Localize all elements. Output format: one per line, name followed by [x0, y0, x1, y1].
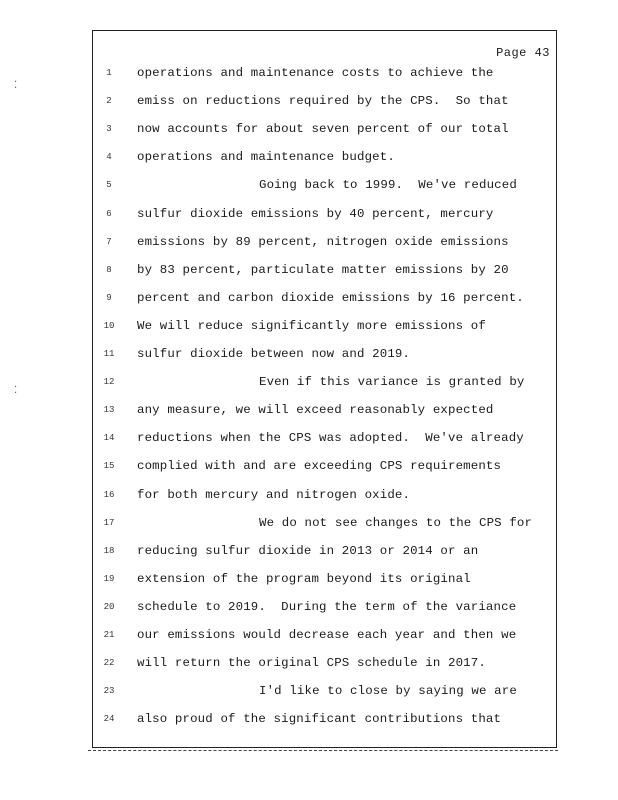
- line-number: 10: [103, 320, 115, 331]
- transcript-line: [93, 373, 558, 393]
- transcript-line: [93, 64, 558, 84]
- line-text: emiss on reductions required by the CPS. So that: [137, 94, 509, 109]
- transcript-line: [93, 92, 558, 112]
- line-number: 21: [103, 630, 115, 640]
- line-number: 8: [106, 264, 112, 275]
- line-number: 22: [103, 658, 115, 669]
- transcript-line: [93, 289, 558, 309]
- transcript-line: [93, 710, 558, 730]
- line-number: 14: [103, 433, 115, 444]
- transcript-line: [93, 429, 558, 449]
- line-number: 16: [103, 489, 115, 500]
- line-text: We do not see changes to the CPS for: [259, 515, 533, 530]
- line-number: 2: [106, 96, 112, 107]
- line-text: operations and maintenance costs to achieve the: [137, 66, 494, 80]
- line-number: 9: [106, 292, 112, 303]
- line-text: complied with and are exceeding CPS requirements: [137, 459, 502, 474]
- page-number: Page 43: [496, 46, 550, 60]
- line-number: 3: [106, 124, 112, 135]
- line-number: 12: [103, 377, 115, 388]
- transcript-line: [93, 120, 558, 140]
- line-number: 17: [103, 517, 115, 528]
- transcript-line: [93, 682, 558, 702]
- line-text: reducing sulfur dioxide in 2013 or 2014 or an: [137, 543, 479, 558]
- margin-tick-top: ⁚: [14, 81, 18, 92]
- bottom-rule: [88, 750, 558, 751]
- transcript-line: [93, 261, 558, 281]
- transcript-line: [93, 345, 558, 365]
- transcript-line: [93, 233, 558, 253]
- line-text: operations and maintenance budget.: [137, 150, 395, 165]
- line-number: 15: [103, 461, 115, 472]
- transcript-line: [93, 542, 558, 562]
- transcript-line: [93, 401, 558, 421]
- margin-tick-middle: ⁚: [14, 386, 18, 397]
- line-number: 7: [106, 236, 112, 247]
- line-text: We will reduce significantly more emissions of: [137, 318, 486, 333]
- line-text: percent and carbon dioxide emissions by 16 percent.: [137, 290, 524, 305]
- line-text: Going back to 1999. We've reduced: [259, 178, 517, 193]
- transcript-line: [93, 654, 558, 674]
- line-text: now accounts for about seven percent of our total: [137, 122, 509, 137]
- line-text: by 83 percent, particulate matter emissions by 20: [137, 262, 509, 277]
- line-text: Even if this variance is granted by: [259, 375, 525, 390]
- transcript-line: [93, 626, 558, 646]
- line-text: also proud of the significant contributions that: [137, 712, 502, 727]
- transcript-line: [93, 598, 558, 618]
- line-text: I'd like to close by saying we are: [259, 684, 517, 699]
- transcript-line: [93, 317, 558, 337]
- line-number: 23: [103, 686, 115, 697]
- line-number: 24: [103, 714, 115, 725]
- line-number: 13: [103, 405, 115, 416]
- transcript-line: [93, 570, 558, 590]
- transcript-line: [93, 176, 558, 196]
- line-text: sulfur dioxide emissions by 40 percent, mercury: [137, 206, 494, 221]
- transcript-line: [93, 486, 558, 506]
- line-number: 4: [106, 152, 112, 163]
- line-text: any measure, we will exceed reasonably expected: [137, 403, 494, 418]
- line-number: 5: [106, 180, 112, 191]
- line-text: reductions when the CPS was adopted. We've already: [137, 431, 524, 446]
- transcript-line: [93, 148, 558, 168]
- line-text: schedule to 2019. During the term of the variance: [137, 599, 517, 614]
- transcript-line: [93, 514, 558, 534]
- line-number: 1: [106, 68, 112, 78]
- line-number: 11: [103, 349, 115, 359]
- line-number: 19: [103, 573, 115, 584]
- line-text: sulfur dioxide between now and 2019.: [137, 347, 411, 361]
- line-text: emissions by 89 percent, nitrogen oxide emissions: [137, 234, 509, 249]
- line-text: will return the original CPS schedule in 2017.: [137, 656, 486, 671]
- transcript-line: [93, 205, 558, 225]
- line-text: for both mercury and nitrogen oxide.: [137, 487, 411, 502]
- line-number: 18: [103, 545, 115, 556]
- line-number: 6: [106, 208, 112, 219]
- line-text: extension of the program beyond its original: [137, 571, 471, 586]
- line-number: 20: [103, 601, 115, 612]
- transcript-line: [93, 457, 558, 477]
- transcript-page: [92, 30, 557, 748]
- line-text: our emissions would decrease each year and then we: [137, 628, 517, 642]
